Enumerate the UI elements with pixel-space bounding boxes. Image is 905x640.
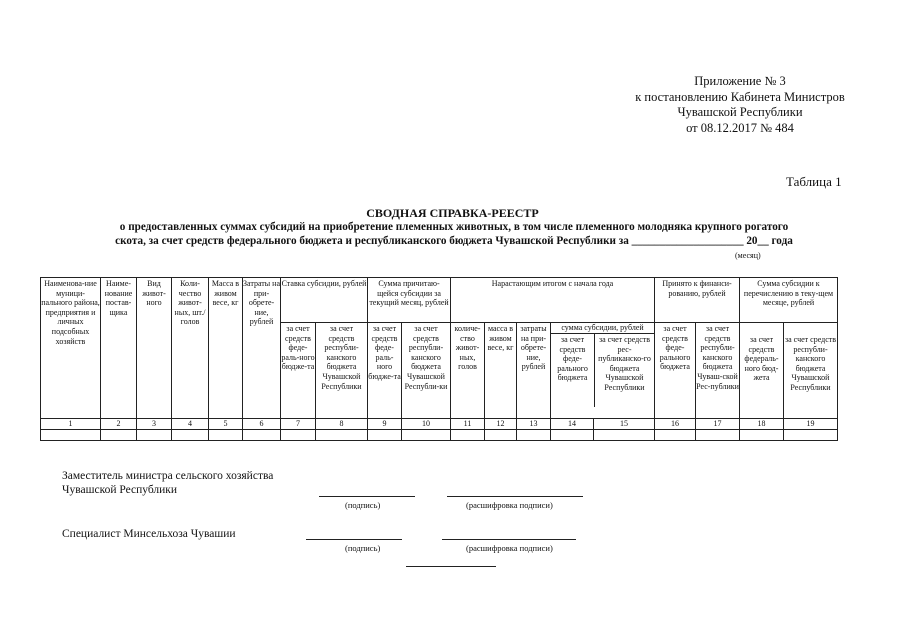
table-row: [41, 430, 838, 441]
month-caption: (месяц): [735, 251, 761, 260]
header-cum-weight: масса в живом весе, кг: [485, 323, 517, 419]
table-cell[interactable]: [281, 430, 316, 441]
table-cell[interactable]: [41, 430, 101, 441]
column-number-cell: 19: [784, 419, 838, 430]
column-number-row: [41, 419, 838, 430]
specialist-signature-line: [306, 539, 402, 540]
column-number-cell: 8: [316, 419, 368, 430]
document-subtitle-line-1: о предоставленных суммах субсидий на приобретение племенных животных, в том числе племенного молодняка крупного рогатого: [119, 221, 789, 233]
table-cell[interactable]: [784, 430, 838, 441]
table-cell[interactable]: [243, 430, 281, 441]
table-cell[interactable]: [451, 430, 485, 441]
header-cum-subsidy-label: сумма субсидии, рублей: [551, 323, 654, 334]
table-cell[interactable]: [551, 430, 594, 441]
specialist-decode-line: [442, 539, 576, 540]
header-purchase-cost: Затраты на при-обрете-ние, рублей: [243, 278, 281, 419]
specialist-label: Специалист Минсельхоза Чувашии: [62, 528, 236, 540]
specialist-decode-caption: (расшифровка подписи): [466, 543, 553, 553]
column-number-cell: 2: [101, 419, 137, 430]
table-cell[interactable]: [696, 430, 740, 441]
document-subtitle-line-2: скота, за счет средств федерального бюджета и республиканского бюджета Чувашской Республики за ____________________ 20__ года: [115, 235, 793, 247]
table-cell[interactable]: [655, 430, 696, 441]
deputy-minister-line-2: Чувашской Республики: [62, 484, 178, 496]
column-number-cell: 7: [281, 419, 316, 430]
deputy-minister-line-1: Заместитель министра сельского хозяйства: [62, 470, 274, 482]
deputy-signature-line: [319, 496, 415, 497]
column-number-cell: 4: [172, 419, 209, 430]
specialist-signature-caption: (подпись): [345, 543, 381, 553]
column-number-cell: 10: [402, 419, 451, 430]
header-animal-count: Коли-чество живот-ных, шт./ голов: [172, 278, 209, 419]
header-rate-republic: за счет средств республи-канского бюджета Чувашской Республики: [316, 323, 368, 419]
table-cell[interactable]: [368, 430, 402, 441]
table-cell[interactable]: [316, 430, 368, 441]
appendix-block: [560, 74, 905, 136]
column-number-cell: 16: [655, 419, 696, 430]
column-number-cell: 11: [451, 419, 485, 430]
table-cell[interactable]: [172, 430, 209, 441]
column-number-cell: 12: [485, 419, 517, 430]
deputy-minister-label: [62, 469, 273, 497]
column-number-cell: 14: [551, 419, 594, 430]
table-cell[interactable]: [402, 430, 451, 441]
column-number-cell: 13: [517, 419, 551, 430]
bottom-line: [406, 566, 496, 567]
column-number-cell: 6: [243, 419, 281, 430]
column-number-cell: 18: [740, 419, 784, 430]
header-cum-count: количе-ство живот-ных, голов: [451, 323, 485, 419]
appendix-line-4: от 08.12.2017 № 484: [686, 120, 794, 135]
header-due-republic: за счет средств республи-канского бюджета Чувашской Республи-ки: [402, 323, 451, 419]
column-number-cell: 17: [696, 419, 740, 430]
column-number-cell: 5: [209, 419, 243, 430]
deputy-decode-line: [447, 496, 583, 497]
column-number-cell: 1: [41, 419, 101, 430]
table-cell[interactable]: [517, 430, 551, 441]
header-cum-cost: затраты на при-обрете-ние, рублей: [517, 323, 551, 419]
header-cum-subsidy-republic: за счет средств рес-публиканско-го бюджета Чувашской Республики: [598, 335, 651, 392]
header-cum-subsidy: [551, 323, 655, 419]
appendix-line-1: Приложение № 3: [694, 74, 786, 88]
header-live-weight: Масса в живом весе, кг: [209, 278, 243, 419]
header-supplier: Наиме-нование постав-щика: [101, 278, 137, 419]
column-number-cell: 3: [137, 419, 172, 430]
table-cell[interactable]: [740, 430, 784, 441]
column-number-cell: 15: [594, 419, 655, 430]
table-label: Таблица 1: [786, 174, 842, 189]
header-district: Наименова-ние муници-пального района, предприятия и личных подсобных хозяйств: [41, 278, 101, 419]
header-subsidy-rate: Ставка субсидии, рублей: [281, 278, 368, 323]
header-cumulative: Нарастающим итогом с начала года: [451, 278, 655, 323]
table-cell[interactable]: [101, 430, 137, 441]
registry-table: [40, 277, 838, 441]
header-fin-republic: за счет средств республи-канского бюджета Чуваш-ской Рес-публики: [696, 323, 740, 419]
column-number-cell: 9: [368, 419, 402, 430]
header-animal-type: Вид живот-ного: [137, 278, 172, 419]
header-accepted-financing: Принято к финанси-рованию, рублей: [655, 278, 740, 323]
header-transfer-federal: за счет средств федераль-ного бюд-жета: [740, 323, 784, 419]
table-cell[interactable]: [594, 430, 655, 441]
table-cell[interactable]: [209, 430, 243, 441]
header-transfer-republic: за счет средств республи-канского бюджета Чувашской Республики: [784, 323, 838, 419]
header-cum-subsidy-federal: за счет средств феде-рального бюджета: [551, 334, 595, 407]
deputy-decode-caption: (расшифровка подписи): [466, 500, 553, 510]
header-due-federal: за счет средств феде-раль-ного бюдже-та: [368, 323, 402, 419]
header-rate-federal: за счет средств феде-раль-ного бюдже-та: [281, 323, 316, 419]
header-transfer-amount: Сумма субсидии к перечислению в теку-щем месяце, рублей: [740, 278, 838, 323]
table-cell[interactable]: [485, 430, 517, 441]
appendix-line-3: Чувашской Республики: [677, 105, 803, 119]
header-fin-federal: за счет средств феде-рального бюджета: [655, 323, 696, 419]
deputy-signature-caption: (подпись): [345, 500, 381, 510]
appendix-line-2: к постановлению Кабинета Министров: [635, 89, 845, 104]
document-title: СВОДНАЯ СПРАВКА-РЕЕСТР: [366, 206, 539, 220]
header-subsidy-due: Сумма причитаю-щейся субсидии за текущий месяц, рублей: [368, 278, 451, 323]
table-cell[interactable]: [137, 430, 172, 441]
